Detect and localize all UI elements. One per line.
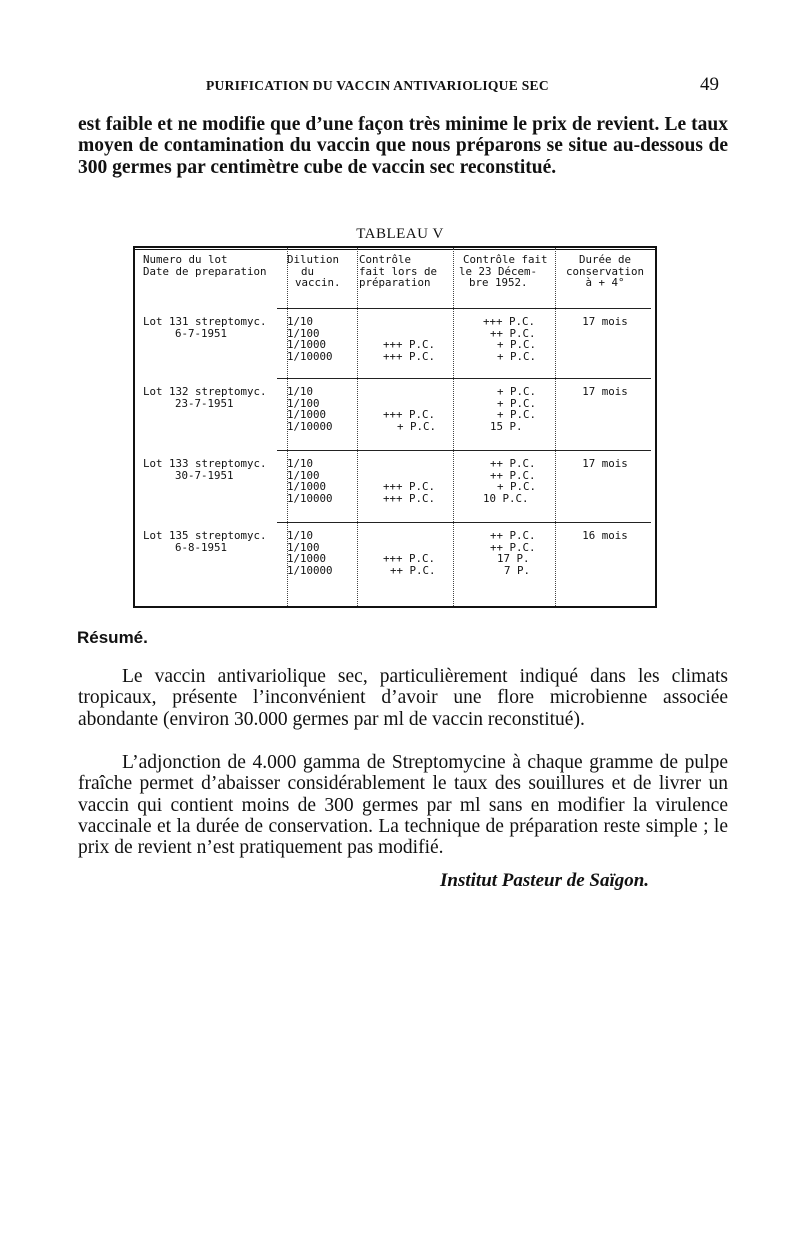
resume-paragraph-2: L’adjonction de 4.000 gamma de Streptomycine à chaque gramme de pulpe fraîche permet d’abaisser considérablement le taux des souillures et de livrer un vaccin qui contient moins de 300 germes par ml sans en modifier la virulence vaccinale et la durée de conservation. La technique de préparation reste simple ; le prix de revient n’est pratiquement pas modifié.: [78, 752, 728, 859]
controle-dec-value: 17 P.: [497, 552, 530, 566]
controle-dec-value: + P.C.: [497, 408, 537, 422]
lot-date: 6-8-1951: [175, 540, 228, 554]
dilution-value: 1/10000: [287, 349, 333, 363]
lot-label: Lot 132 streptomyc.: [143, 385, 267, 398]
controle-dec-value: 15 P.: [490, 419, 523, 433]
lot-date: 30-7-1951: [175, 468, 234, 482]
dilution-value: 1/100: [287, 540, 320, 554]
dilution-value: 1/10: [287, 457, 314, 470]
header-controle-prep-line: Contrôle: [359, 253, 412, 266]
header-lot-line: Numero du lot: [143, 253, 228, 266]
controle-dec-value: 7 P.: [504, 563, 531, 577]
lot-date: 6-7-1951: [175, 326, 228, 340]
controle-prep-value: +++ P.C.: [383, 408, 436, 422]
controle-dec-value: ++ P.C.: [490, 529, 536, 542]
header-duree-line: conservation: [565, 264, 644, 278]
resume-paragraph-1: Le vaccin antivariolique sec, particulièrement indiqué dans les climats tropicaux, présente l’inconvénient d’avoir une flore microbienne associée abondante (environ 30.000 germes par ml de vaccin reconstitué).: [78, 666, 728, 730]
header-controle-dec-line: Contrôle fait: [463, 253, 548, 266]
duree-value: 17 mois: [582, 315, 628, 328]
header-dilution-line: Dilution: [287, 253, 340, 266]
controle-prep-value: ++ P.C.: [390, 563, 436, 577]
header-dilution-line: vaccin.: [295, 276, 341, 290]
dilution-value: 1/1000: [287, 552, 327, 566]
page-header: [0, 74, 800, 98]
lot-label: Lot 131 streptomyc.: [143, 315, 267, 328]
table-group-lot-133: [135, 458, 655, 524]
intro-paragraph: est faible et ne modifie que d’une façon très minime le prix de revient. Le taux moyen de contamination du vaccin que nous préparons se situe au-dessous de 300 germes par centimètre cube de vaccin sec reconstitué.: [78, 114, 728, 178]
controle-dec-value: + P.C.: [497, 385, 537, 398]
dilution-value: 1/10000: [287, 563, 333, 577]
controle-dec-value: + P.C.: [497, 480, 537, 494]
dilution-value: 1/10000: [287, 419, 333, 433]
header-controle-dec-line: le 23 Décem-: [459, 264, 538, 278]
dilution-value: 1/1000: [287, 408, 327, 422]
running-title: PURIFICATION DU VACCIN ANTIVARIOLIQUE SEC: [206, 78, 549, 93]
header-controle-dec-line: bre 1952.: [469, 276, 528, 290]
controle-dec-value: + P.C.: [497, 349, 537, 363]
controle-dec-value: ++ P.C.: [490, 326, 536, 340]
controle-prep-value: +++ P.C.: [383, 491, 436, 505]
duree-value: 17 mois: [582, 385, 628, 398]
controle-dec-value: ++ P.C.: [490, 540, 536, 554]
dilution-value: 1/10000: [287, 491, 333, 505]
dilution-value: 1/100: [287, 326, 320, 340]
controle-prep-value: +++ P.C.: [383, 338, 436, 352]
table-group-lot-131: [135, 316, 655, 382]
page-number: 49: [700, 74, 719, 95]
header-dilution-line: du: [301, 264, 315, 278]
table-header-row: [135, 254, 655, 294]
duree-value: 16 mois: [582, 529, 628, 542]
dilution-value: 1/1000: [287, 338, 327, 352]
dilution-value: 1/10: [287, 315, 314, 328]
dilution-value: 1/10: [287, 529, 314, 542]
controle-dec-value: ++ P.C.: [490, 457, 536, 470]
dilution-value: 1/10: [287, 385, 314, 398]
controle-prep-value: +++ P.C.: [383, 480, 436, 494]
table-title: TABLEAU V: [356, 226, 444, 242]
controle-dec-value: 10 P.C.: [483, 491, 529, 505]
controle-prep-value: +++ P.C.: [383, 349, 436, 363]
group-rule: [277, 450, 651, 451]
controle-prep-value: + P.C.: [397, 419, 437, 433]
header-controle-prep-line: préparation: [359, 276, 431, 290]
controle-dec-value: + P.C.: [497, 338, 537, 352]
controle-prep-value: +++ P.C.: [383, 552, 436, 566]
group-rule: [277, 522, 651, 523]
header-duree-line: à + 4°: [585, 276, 625, 290]
lot-label: Lot 135 streptomyc.: [143, 529, 267, 542]
controle-dec-value: ++ P.C.: [490, 468, 536, 482]
controle-dec-value: +++ P.C.: [483, 315, 536, 328]
table-group-lot-135: [135, 530, 655, 596]
data-table: [133, 246, 657, 608]
header-lot-line: Date de preparation: [143, 264, 267, 278]
dilution-value: 1/100: [287, 468, 320, 482]
resume-heading: Résumé.: [77, 628, 148, 647]
signature: Institut Pasteur de Saïgon.: [440, 870, 650, 891]
duree-value: 17 mois: [582, 457, 628, 470]
group-rule: [277, 378, 651, 379]
controle-dec-value: + P.C.: [497, 396, 537, 410]
dilution-value: 1/100: [287, 396, 320, 410]
lot-label: Lot 133 streptomyc.: [143, 457, 267, 470]
dilution-value: 1/1000: [287, 480, 327, 494]
header-duree-line: Durée de: [578, 253, 631, 266]
table-top-rule: [133, 249, 657, 250]
group-rule: [277, 308, 651, 309]
header-controle-prep-line: fait lors de: [359, 264, 438, 278]
table-group-lot-132: [135, 386, 655, 452]
lot-date: 23-7-1951: [175, 396, 234, 410]
